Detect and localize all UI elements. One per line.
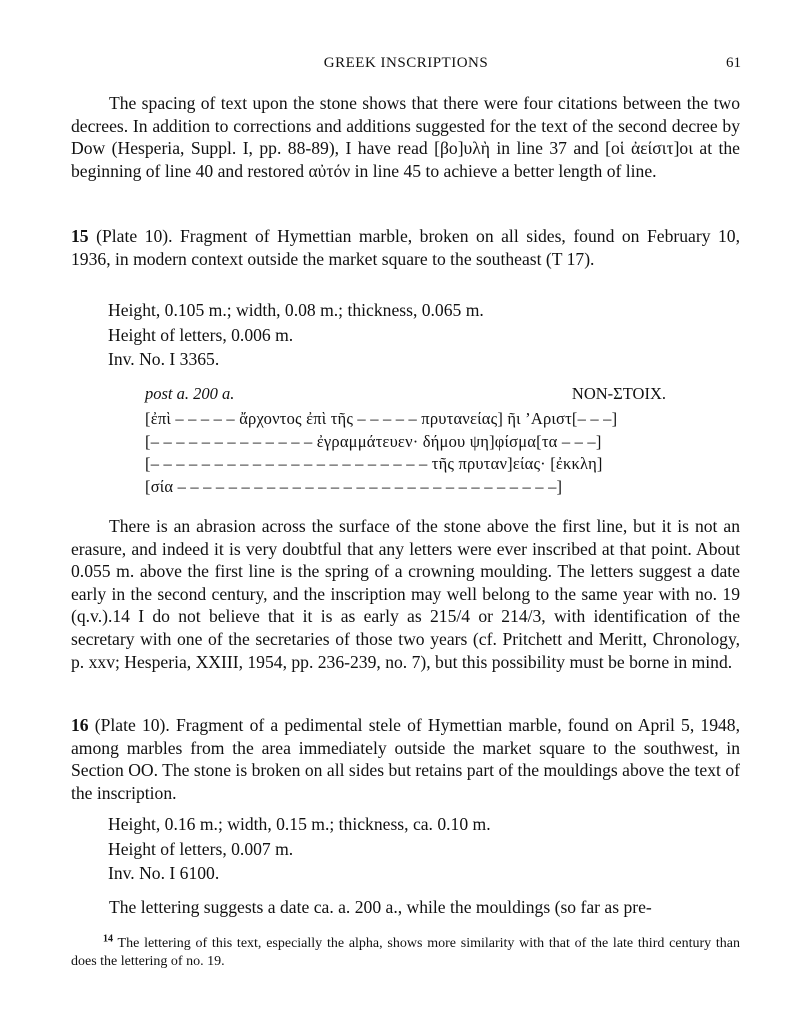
footnote-body [71, 935, 740, 971]
inscription-line: [– – – – – – – – – – – – – ἐγραμμάτευεν· δήμου ψη]φίσμα[τα – – –] [145, 431, 602, 451]
page-header [71, 55, 741, 79]
entry-16-description [71, 714, 740, 804]
entry-15-discussion-text: There is an abrasion across the surface of the stone above the first line, but it is not an erasure, and indeed it is very doubtful that any letters were ever inscribed at that point. About 0.055 m. above the first line is the spring of a crowning moulding. The letters suggest a date early in the second century, and the inscription may well belong to the same year with no. 19 (q.v.).14 I do not believe that it is as early as 215/4 or 214/3, with identification of the secretary with one of the secretaries of those two years (cf. Pritchett and Meritt, Chronology, p. xxv; Hesperia, XXIII, 1954, pp. 236-239, no. 7), but this possibility must be borne in mind. [71, 516, 740, 672]
entry-16-metadata [108, 812, 491, 886]
inscription-header [145, 384, 666, 408]
running-head: GREEK INSCRIPTIONS [323, 55, 489, 71]
entry-15-discussion [71, 515, 740, 673]
entry-16-letter-height: Height of letters, 0.007 m. [108, 838, 294, 859]
entry-16-dimensions: Height, 0.16 m.; width, 0.15 m.; thickness, ca. 0.10 m. [108, 814, 491, 834]
entry-15-description [71, 225, 740, 270]
inscription-style: NON-ΣΤΟΙΧ. [571, 384, 666, 403]
entry-15-letter-height: Height of letters, 0.006 m. [108, 324, 294, 345]
intro-text: The spacing of text upon the stone shows that there were four citations between the two decrees. In addition to corrections and additions suggested for the text of the second decree by Dow (Hesperia, Suppl. I, pp. 88-89), I have read [βο]υλὴ in line 37 and [οἱ ἀείσιτ]οι at the beginning of line 40 and restored αὐτόν in line 45 to achieve a better length of line. [71, 93, 740, 181]
inscription-date: post a. 200 a. [145, 384, 235, 403]
intro-paragraph [71, 92, 740, 182]
footnote [71, 935, 740, 971]
footnote-marker: 14 [103, 933, 113, 945]
entry-16-number: 16 [71, 715, 89, 735]
entry-15-metadata [108, 298, 484, 372]
entry-15-dimensions: Height, 0.105 m.; width, 0.08 m.; thickness, 0.065 m. [108, 300, 484, 320]
inscription-line: [ἐπὶ – – – – – ἄρχοντος ἐπὶ τῆς – – – – – πρυτανείας] ῆι ’Αριστ[– – –] [145, 409, 618, 428]
entry-16-discussion [71, 896, 740, 919]
footnote-text: The lettering of this text, especially the alpha, shows more similarity with that of the late third century than does the lettering of no. 19. [71, 936, 740, 969]
entry-16-discussion-text: The lettering suggests a date ca. a. 200 a., while the mouldings (so far as pre- [109, 897, 652, 917]
entry-15-inventory: Inv. No. I 3365. [108, 349, 220, 369]
entry-16-inventory: Inv. No. I 6100. [108, 863, 220, 883]
inscription-line: [σία – – – – – – – – – – – – – – – – – – – – – – – – – – – – – –] [145, 476, 563, 496]
entry-15-text: (Plate 10). Fragment of Hymettian marble, broken on all sides, found on February 10, 1936, in modern context outside the market square to the southeast (T 17). [71, 226, 740, 269]
inscription-line: [– – – – – – – – – – – – – – – – – – – – – – τῆς πρυταν]είας· [ἐκκλη] [145, 454, 603, 473]
entry-15-number: 15 [71, 226, 89, 246]
entry-16-text: (Plate 10). Fragment of a pedimental stele of Hymettian marble, found on April 5, 1948, among marbles from the area immediately outside the market square to the southwest, in Section OO. The stone is broken on all sides but retains part of the mouldings above the text of the inscription. [71, 715, 740, 803]
entry-15-inscription [145, 384, 666, 498]
page-number: 61 [726, 55, 741, 71]
